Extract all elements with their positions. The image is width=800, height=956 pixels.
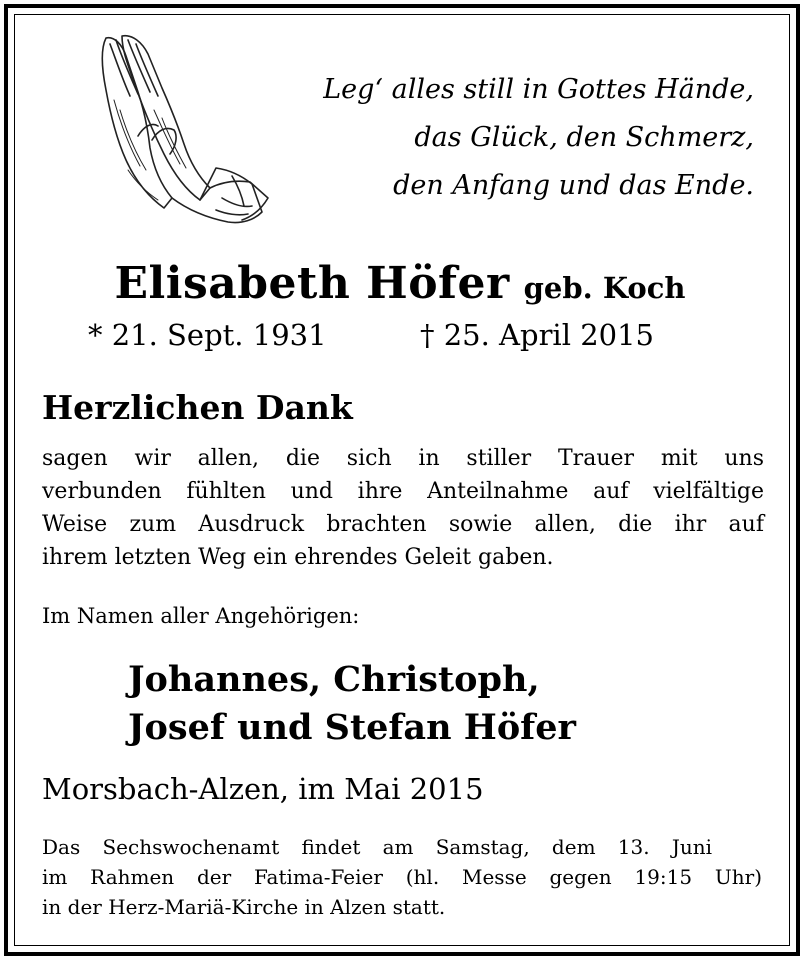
poem-line-3: den Anfang und das Ende.	[393, 170, 754, 201]
thanks-line: sagen wir allen, die sich in stiller Trauer mit uns	[42, 446, 764, 471]
family-line-2: Josef und Stefan Höfer	[128, 707, 576, 748]
death-date: † 25. April 2015	[420, 318, 654, 352]
notice-line: in der Herz-Mariä-Kirche in Alzen statt.	[42, 895, 446, 919]
notice-line: Das Sechswochenamt findet am Samstag, dem 13. Juni	[42, 835, 712, 859]
birth-date: * 21. Sept. 1931	[88, 318, 327, 352]
deceased-name-line	[0, 258, 800, 309]
family-names	[128, 656, 576, 752]
life-dates	[0, 318, 800, 358]
poem-line-1: Leg‘ alles still in Gottes Hände,	[323, 74, 754, 105]
birth-name: geb. Koch	[523, 271, 686, 305]
poem-line-2: das Glück, den Schmerz,	[414, 122, 754, 153]
thanks-line: Weise zum Ausdruck brachten sowie allen, die ihr auf	[42, 512, 764, 537]
thanks-text	[42, 442, 764, 574]
mass-notice	[42, 832, 764, 922]
praying-hands-icon	[92, 30, 272, 240]
family-line-1: Johannes, Christoph,	[128, 659, 540, 700]
thanks-line: ihrem letzten Weg ein ehrendes Geleit gaben.	[42, 545, 554, 570]
thanks-title: Herzlichen Dank	[42, 388, 353, 427]
notice-line: im Rahmen der Fatima-Feier (hl. Messe gegen 19:15 Uhr)	[42, 865, 762, 889]
poem	[274, 66, 754, 210]
place-date: Morsbach-Alzen, im Mai 2015	[42, 772, 484, 806]
family-intro: Im Namen aller Angehörigen:	[42, 604, 360, 628]
deceased-name: Elisabeth Höfer	[114, 258, 510, 309]
thanks-line: verbunden fühlten und ihre Anteilnahme auf vielfältige	[42, 479, 764, 504]
